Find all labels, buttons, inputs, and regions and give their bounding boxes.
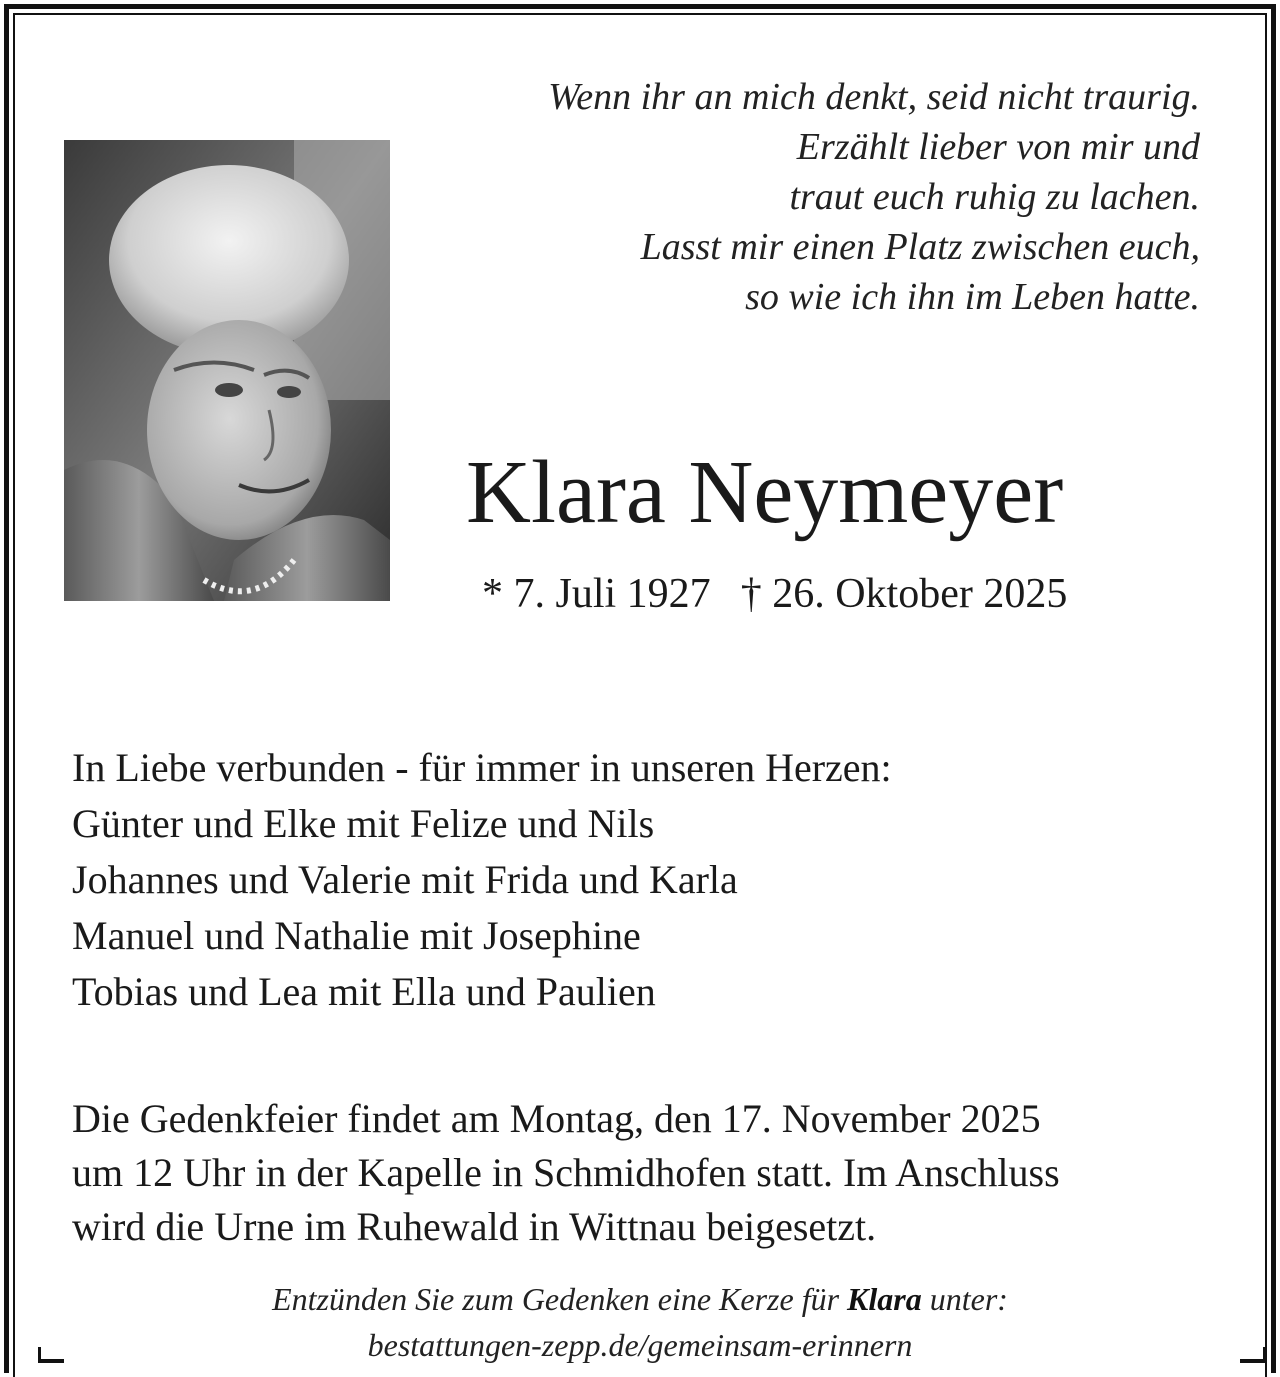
portrait-image — [64, 140, 390, 601]
ceremony-line: um 12 Uhr in der Kapelle in Schmidhofen statt. Im Anschluss — [72, 1150, 1060, 1195]
quote-line: so wie ich ihn im Leben hatte. — [745, 276, 1200, 318]
family-list — [72, 740, 892, 1020]
family-member-line: Tobias und Lea mit Ella und Paulien — [72, 969, 656, 1014]
ceremony-line: wird die Urne im Ruhewald in Wittnau beigesetzt. — [72, 1204, 877, 1249]
ceremony-info — [72, 1092, 1060, 1254]
memorial-url[interactable]: bestattungen-zepp.de/gemeinsam-erinnern — [367, 1327, 913, 1363]
deceased-name: Klara Neymeyer — [466, 443, 1064, 542]
family-member-line: Johannes und Valerie mit Frida und Karla — [72, 857, 738, 902]
birth-date: * 7. Juli 1927 — [482, 571, 711, 617]
family-member-line: Günter und Elke mit Felize und Nils — [72, 801, 655, 846]
portrait-photo — [64, 140, 390, 601]
candle-name: Klara — [847, 1281, 922, 1317]
candle-invitation — [0, 1276, 1280, 1322]
quote-line: traut euch ruhig zu lachen. — [789, 176, 1200, 218]
family-heading: In Liebe verbunden - für immer in unseren Herzen: — [72, 745, 892, 790]
death-date: † 26. Oktober 2025 — [740, 571, 1068, 617]
quote-line: Wenn ihr an mich denkt, seid nicht traurig. — [548, 76, 1200, 118]
candle-footer — [0, 1276, 1280, 1368]
family-member-line: Manuel und Nathalie mit Josephine — [72, 913, 641, 958]
candle-suffix: unter: — [929, 1281, 1008, 1317]
quote-line: Lasst mir einen Platz zwischen euch, — [640, 226, 1200, 268]
quote-line: Erzählt lieber von mir und — [796, 126, 1200, 168]
life-dates — [482, 568, 1067, 620]
candle-prefix: Entzünden Sie zum Gedenken eine Kerze für — [272, 1281, 840, 1317]
ceremony-line: Die Gedenkfeier findet am Montag, den 17. November 2025 — [72, 1096, 1041, 1141]
memorial-quote — [548, 72, 1200, 322]
